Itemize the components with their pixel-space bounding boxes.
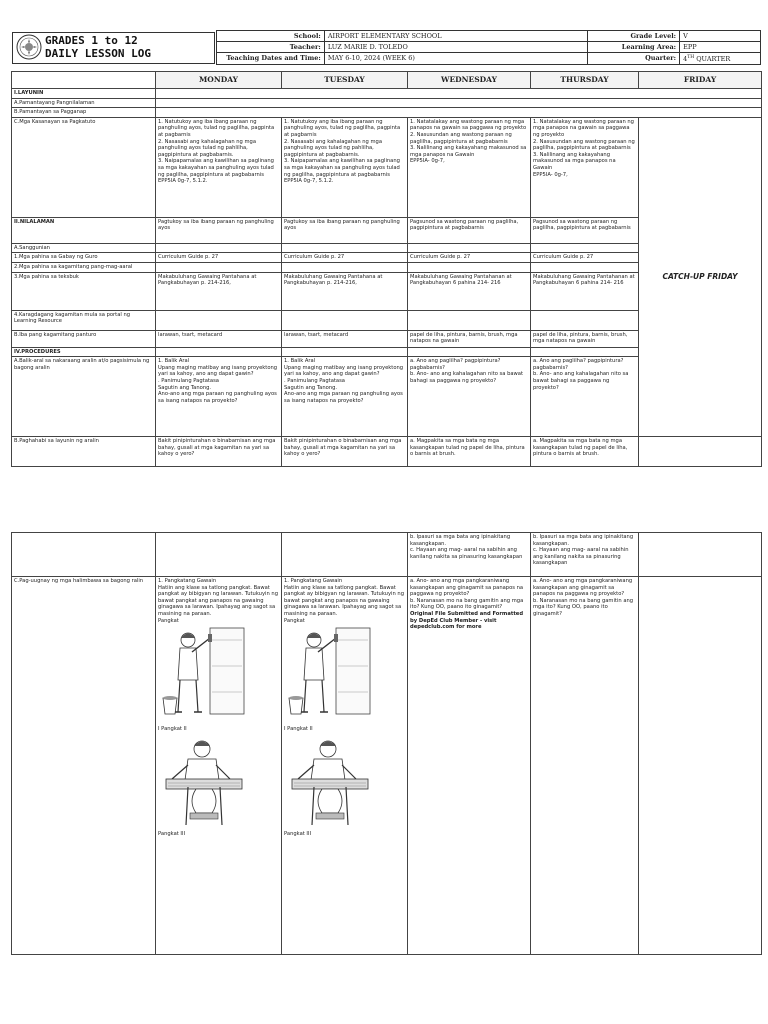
row-label-layunin: I.LAYUNIN: [12, 89, 156, 99]
pangkat-caption-1: I Pangkat II: [158, 726, 187, 733]
varnishing-table-illustration: [158, 735, 250, 829]
title-line-2: DAILY LESSON LOG: [45, 47, 151, 60]
portal-wednesday: [408, 310, 531, 330]
sanggunian-thursday: [531, 243, 639, 253]
balik-aral-monday: 1. Balik Aral Upang maging matibay ang isang proyektong yari sa kahoy, ano ang dapat gawin? . Panimulang Pagtatasa Sagutin ang Tanong. Ano-ano ang mga paraan ng panghuling ayos sa isang natapos na proyekto?: [156, 357, 282, 437]
kasanayan-tuesday: 1. Natutukoy ang iba ibang paraan ng panghuling ayos, tulad ng paglilha, pagpinta at pagbarnis 2. Nasasabi ang kahalagahan ng mga panghuling ayos tulad ng pahlilha, pagpipintura at pagbabarnis. 3. Naipapamalas ang kawilihan sa paglinang sa mga kakayahan sa panghuling ayos tulad ng paglilha, pagpipintura at pagbabarnis EPP5IA 0g-7, 5.1.2.: [282, 117, 408, 217]
row-label-pag-uugnay: C.Pag-uugnay ng mga halimbawa sa bagong ralin: [12, 577, 156, 955]
paghahabi-friday: [639, 437, 762, 467]
row-label-sanggunian: A.Sanggunian: [12, 243, 156, 253]
row-label-kagamitan-mag-aaral: 2.Mga pahina sa kagamitang pang-mag-aaral: [12, 262, 156, 272]
procedures-tuesday: [282, 347, 408, 357]
gabay-tuesday: Curriculum Guide p. 27: [282, 253, 408, 263]
pag-uugnay-monday: [156, 577, 282, 955]
cont-monday: [156, 533, 282, 577]
depedclub-note: Original File Submitted and Formatted by DepEd Club Member - visit depedclub.com for more: [410, 610, 524, 631]
pag-uugnay-wednesday-text: a. Ano- ano ang mga pangkaraniwang kasangkapan ang ginagamit sa panapos na paggawa ng proyekto? b. Naranasan mo na bang gamitin ang mga ito? Kung OO, paano ito ginagamit?: [410, 578, 524, 611]
row-label-balik-aral: A.Balik-aral sa nakaraang aralin at/o pagsisimula ng bagong aralin: [12, 357, 156, 437]
row-label-pamantayang-pangnilalaman: A.Pamantayang Pangnilalaman: [12, 98, 156, 108]
teacher-label: Teacher:: [217, 42, 325, 53]
varnishing-table-illustration: [284, 735, 376, 829]
teksbuk-thursday: Makabuluhang Gawaing Pantahanan at Pangkabuhayan 6 pahina 214- 216: [531, 272, 639, 310]
row-label-teksbuk: 3.Mga pahina sa teksbuk: [12, 272, 156, 310]
day-header-thursday: THURSDAY: [531, 72, 639, 89]
dates-value: MAY 6-10, 2024 (WEEK 6): [324, 53, 587, 65]
teksbuk-monday: Makabuluhang Gawaing Pantahana at Pangkabuhayan p. 214-216,: [156, 272, 282, 310]
layunin-span: [156, 89, 762, 99]
procedures-monday: [156, 347, 282, 357]
pag-uugnay-friday: [639, 577, 762, 955]
sanggunian-monday: [156, 243, 282, 253]
procedures-wednesday: [408, 347, 531, 357]
kasanayan-wednesday: 1. Natatalakay ang wastong paraan ng mga panapos na gawain sa paggawa ng proyekto 2. Nasusundan ang wastong paraan ng paglilha, pagpipintura at pagbabarnis 3. Nalilinang ang kakayahang makasunod sa mga panapos na Gawain EPP5IA- 0g-7,: [408, 117, 531, 217]
kagamitan-wednesday: [408, 262, 531, 272]
row-label-nilalaman: II.NILALAMAN: [12, 217, 156, 243]
pangkat-caption-1: I Pangkat II: [284, 726, 313, 733]
quarter-number: 4: [683, 55, 688, 64]
cont-friday: [639, 533, 762, 577]
pag-uugnay-tuesday: [282, 577, 408, 955]
teksbuk-wednesday: Makabuluhang Gawaing Pantahanan at Pangkabuhayan 6 pahina 214- 216: [408, 272, 531, 310]
kagamitan-thursday: [531, 262, 639, 272]
row-label-portal: 4.Karagdagang kagamitan mula sa portal ng Learning Resource: [12, 310, 156, 330]
row-label-procedures: IV.PROCEDURES: [12, 347, 156, 357]
nilalaman-tuesday: Pagtukoy sa iba ibang paraan ng panghuling ayos: [282, 217, 408, 243]
balik-aral-thursday: a. Ano ang paglilha? pagpipintura? pagbabarnis? b. Ano- ano ang kahalagahan nito sa bawat bahagi sa paggawa ng proyekto?: [531, 357, 639, 437]
quarter-word: QUARTER: [694, 55, 731, 64]
grade-label: Grade Level:: [588, 31, 680, 42]
teacher-value: LUZ MARIE D. TOLEDO: [324, 42, 587, 53]
pag-uugnay-thursday: a. Ano- ano ang mga pangkaraniwang kasangkapan ang ginagamit sa panapos na paggawa ng proyekto? b. Naranasan mo na bang gamitin ang mga ito? Kung OO, paano ito ginagamit?: [531, 577, 639, 955]
row-label-gabay: 1.Mga pahina sa Gabay ng Guro: [12, 253, 156, 263]
pamantayang-span: [156, 98, 762, 108]
kasanayan-thursday: 1. Natatalakay ang wastong paraan ng mga panapos na gawain sa paggawa ng proyekto 2. Nasusundan ang wastong paraan ng paglilha, pagpipintura at pagbabarnis 3. Nalilinang ang kakayahang makasunod sa mga panapos na Gawain EPP5IA- 0g-7,: [531, 117, 639, 217]
pagganap-span: [156, 108, 762, 118]
sanggunian-wednesday: [408, 243, 531, 253]
gabay-wednesday: Curriculum Guide p. 27: [408, 253, 531, 263]
cont-label: [12, 533, 156, 577]
paghahabi-tuesday: Bakit pinipinturahan o binabarnisan ang mga bahay, gusali at mga kagamitan na yari sa kahoy o yero?: [282, 437, 408, 467]
area-label: Learning Area:: [588, 42, 680, 53]
portal-monday: [156, 310, 282, 330]
nilalaman-monday: Pagtukoy sa iba ibang paraan ng panghuling ayos: [156, 217, 282, 243]
sanggunian-tuesday: [282, 243, 408, 253]
area-value: EPP: [680, 42, 761, 53]
school-label: School:: [217, 31, 325, 42]
nilalaman-wednesday: Pagsunod sa wastong paraan ng paglilha, pagpipintura at pagbabarnis: [408, 217, 531, 243]
iba-pa-monday: larawan, tsart, metacard: [156, 330, 282, 347]
gabay-monday: Curriculum Guide p. 27: [156, 253, 282, 263]
balik-aral-tuesday: 1. Balik Aral Upang maging matibay ang isang proyektong yari sa kahoy, ano ang dapat gawin? . Panimulang Pagtatasa Sagutin ang Tanong. Ano-ano ang mga paraan ng panghuling ayos sa isang natapos na proyekto?: [282, 357, 408, 437]
daily-lesson-table-continued: [11, 532, 762, 955]
pag-uugnay-wednesday: [408, 577, 531, 955]
gabay-thursday: Curriculum Guide p. 27: [531, 253, 639, 263]
day-header-wednesday: WEDNESDAY: [408, 72, 531, 89]
deped-seal-icon: [16, 34, 42, 60]
kagamitan-tuesday: [282, 262, 408, 272]
daily-lesson-table: [11, 71, 762, 467]
portal-thursday: [531, 310, 639, 330]
quarter-label: Quarter:: [588, 53, 680, 65]
cont-thursday: b. Ipasuri sa mga bata ang ipinakitang kasangkapan. c. Hayaan ang mag- aaral na sabihin ang kanilang nakita sa pinasuring kasangkapan: [531, 533, 639, 577]
pag-uugnay-tuesday-text: 1. Pangkatang Gawain Hatiin ang klase sa tatlong pangkat. Bawat pangkat ay bibigyan ng larawan. Tutukuyin ng bawat pangkat ang panapos na gawaing ginagawa sa larawan. Ipahayag ang sagot sa masining na paraan. Pangkat: [284, 578, 404, 624]
iba-pa-wednesday: papel de liha, pintura, barnis, brush, mga natapos na gawain: [408, 330, 531, 347]
balik-aral-wednesday: a. Ano ang paglilha? pagpipintura? pagbabarnis? b. Ano- ano ang kahalagahan nito sa bawat bahagi sa paggawa ng proyekto?: [408, 357, 531, 437]
iba-pa-tuesday: larawan, tsart, metacard: [282, 330, 408, 347]
pag-uugnay-monday-text: 1. Pangkatang Gawain Hatiin ang klase sa tatlong pangkat. Bawat pangkat ay bibigyan ng larawan. Tutukuyin ng bawat pangkat ang panapos na gawaing ginagawa sa larawan. Ipahayag ang sagot sa masining na paraan. Pangkat: [158, 578, 278, 624]
cont-tuesday: [282, 533, 408, 577]
kagamitan-monday: [156, 262, 282, 272]
grade-value: V: [680, 31, 761, 42]
row-label-iba-pa: B.Iba pang kagamitang panturo: [12, 330, 156, 347]
kasanayan-monday: 1. Natutukoy ang iba ibang paraan ng panghuling ayos, tulad ng paglilha, pagpinta at pagbarnis 2. Nasasabi ang kahalagahan ng mga panghuling ayos tulad ng pahlilha, pagpipintura at pagbabarnis. 3. Naipapamalas ang kawilihan sa paglinang sa mga kakayahan sa panghuling ayos tulad ng paglilha, pagpipintura at pagbabarnis EPP5IA 0g-7, 5.1.2.: [156, 117, 282, 217]
day-header-monday: MONDAY: [156, 72, 282, 89]
painting-wall-illustration: [284, 626, 376, 724]
pangkat-caption-2: Pangkat III: [158, 830, 186, 837]
corner-cell: [12, 72, 156, 89]
quarter-suffix: TH: [687, 55, 695, 60]
catch-up-friday: CATCH-UP FRIDAY: [639, 117, 762, 436]
school-value: AIRPORT ELEMENTARY SCHOOL: [324, 31, 587, 42]
paghahabi-wednesday: a. Magpakita sa mga bata ng mga kasangkapan tulad ng papel de liha, pintura o barnis at brush.: [408, 437, 531, 467]
dates-label: Teaching Dates and Time:: [217, 53, 325, 65]
day-header-friday: FRIDAY: [639, 72, 762, 89]
lesson-info-table: [216, 30, 761, 65]
quarter-value: [680, 53, 761, 65]
teksbuk-tuesday: Makabuluhang Gawaing Pantahana at Pangkabuhayan p. 214-216,: [282, 272, 408, 310]
procedures-thursday: [531, 347, 639, 357]
iba-pa-thursday: papel de liha, pintura, barnis, brush, mga natapos na gawain: [531, 330, 639, 347]
row-label-kasanayan: C.Mga Kasanayan sa Pagkatuto: [12, 117, 156, 217]
paghahabi-monday: Bakit pinipinturahan o binabarnisan ang mga bahay, gusali at mga kagamitan na yari sa kahoy o yero?: [156, 437, 282, 467]
portal-tuesday: [282, 310, 408, 330]
day-header-tuesday: TUESDAY: [282, 72, 408, 89]
cont-wednesday: b. Ipasuri sa mga bata ang ipinakitang kasangkapan. c. Hayaan ang mag- aaral na sabihin ang kanilang nakita sa pinasuring kasangkapan: [408, 533, 531, 577]
row-label-paghahabi: B.Paghahabi sa layunin ng aralin: [12, 437, 156, 467]
pangkat-caption-2: Pangkat III: [284, 830, 312, 837]
title-line-1: GRADES 1 to 12: [45, 34, 138, 47]
row-label-pamantayan-pagganap: B.Pamantayan sa Pagganap: [12, 108, 156, 118]
painting-wall-illustration: [158, 626, 250, 724]
nilalaman-thursday: Pagsunod sa wastong paraan ng paglilha, pagpipintura at pagbabarnis: [531, 217, 639, 243]
page-title: [45, 34, 151, 60]
paghahabi-thursday: a. Magpakita sa mga bata ng mga kasangkapan tulad ng papel de liha, pintura o barnis at brush.: [531, 437, 639, 467]
